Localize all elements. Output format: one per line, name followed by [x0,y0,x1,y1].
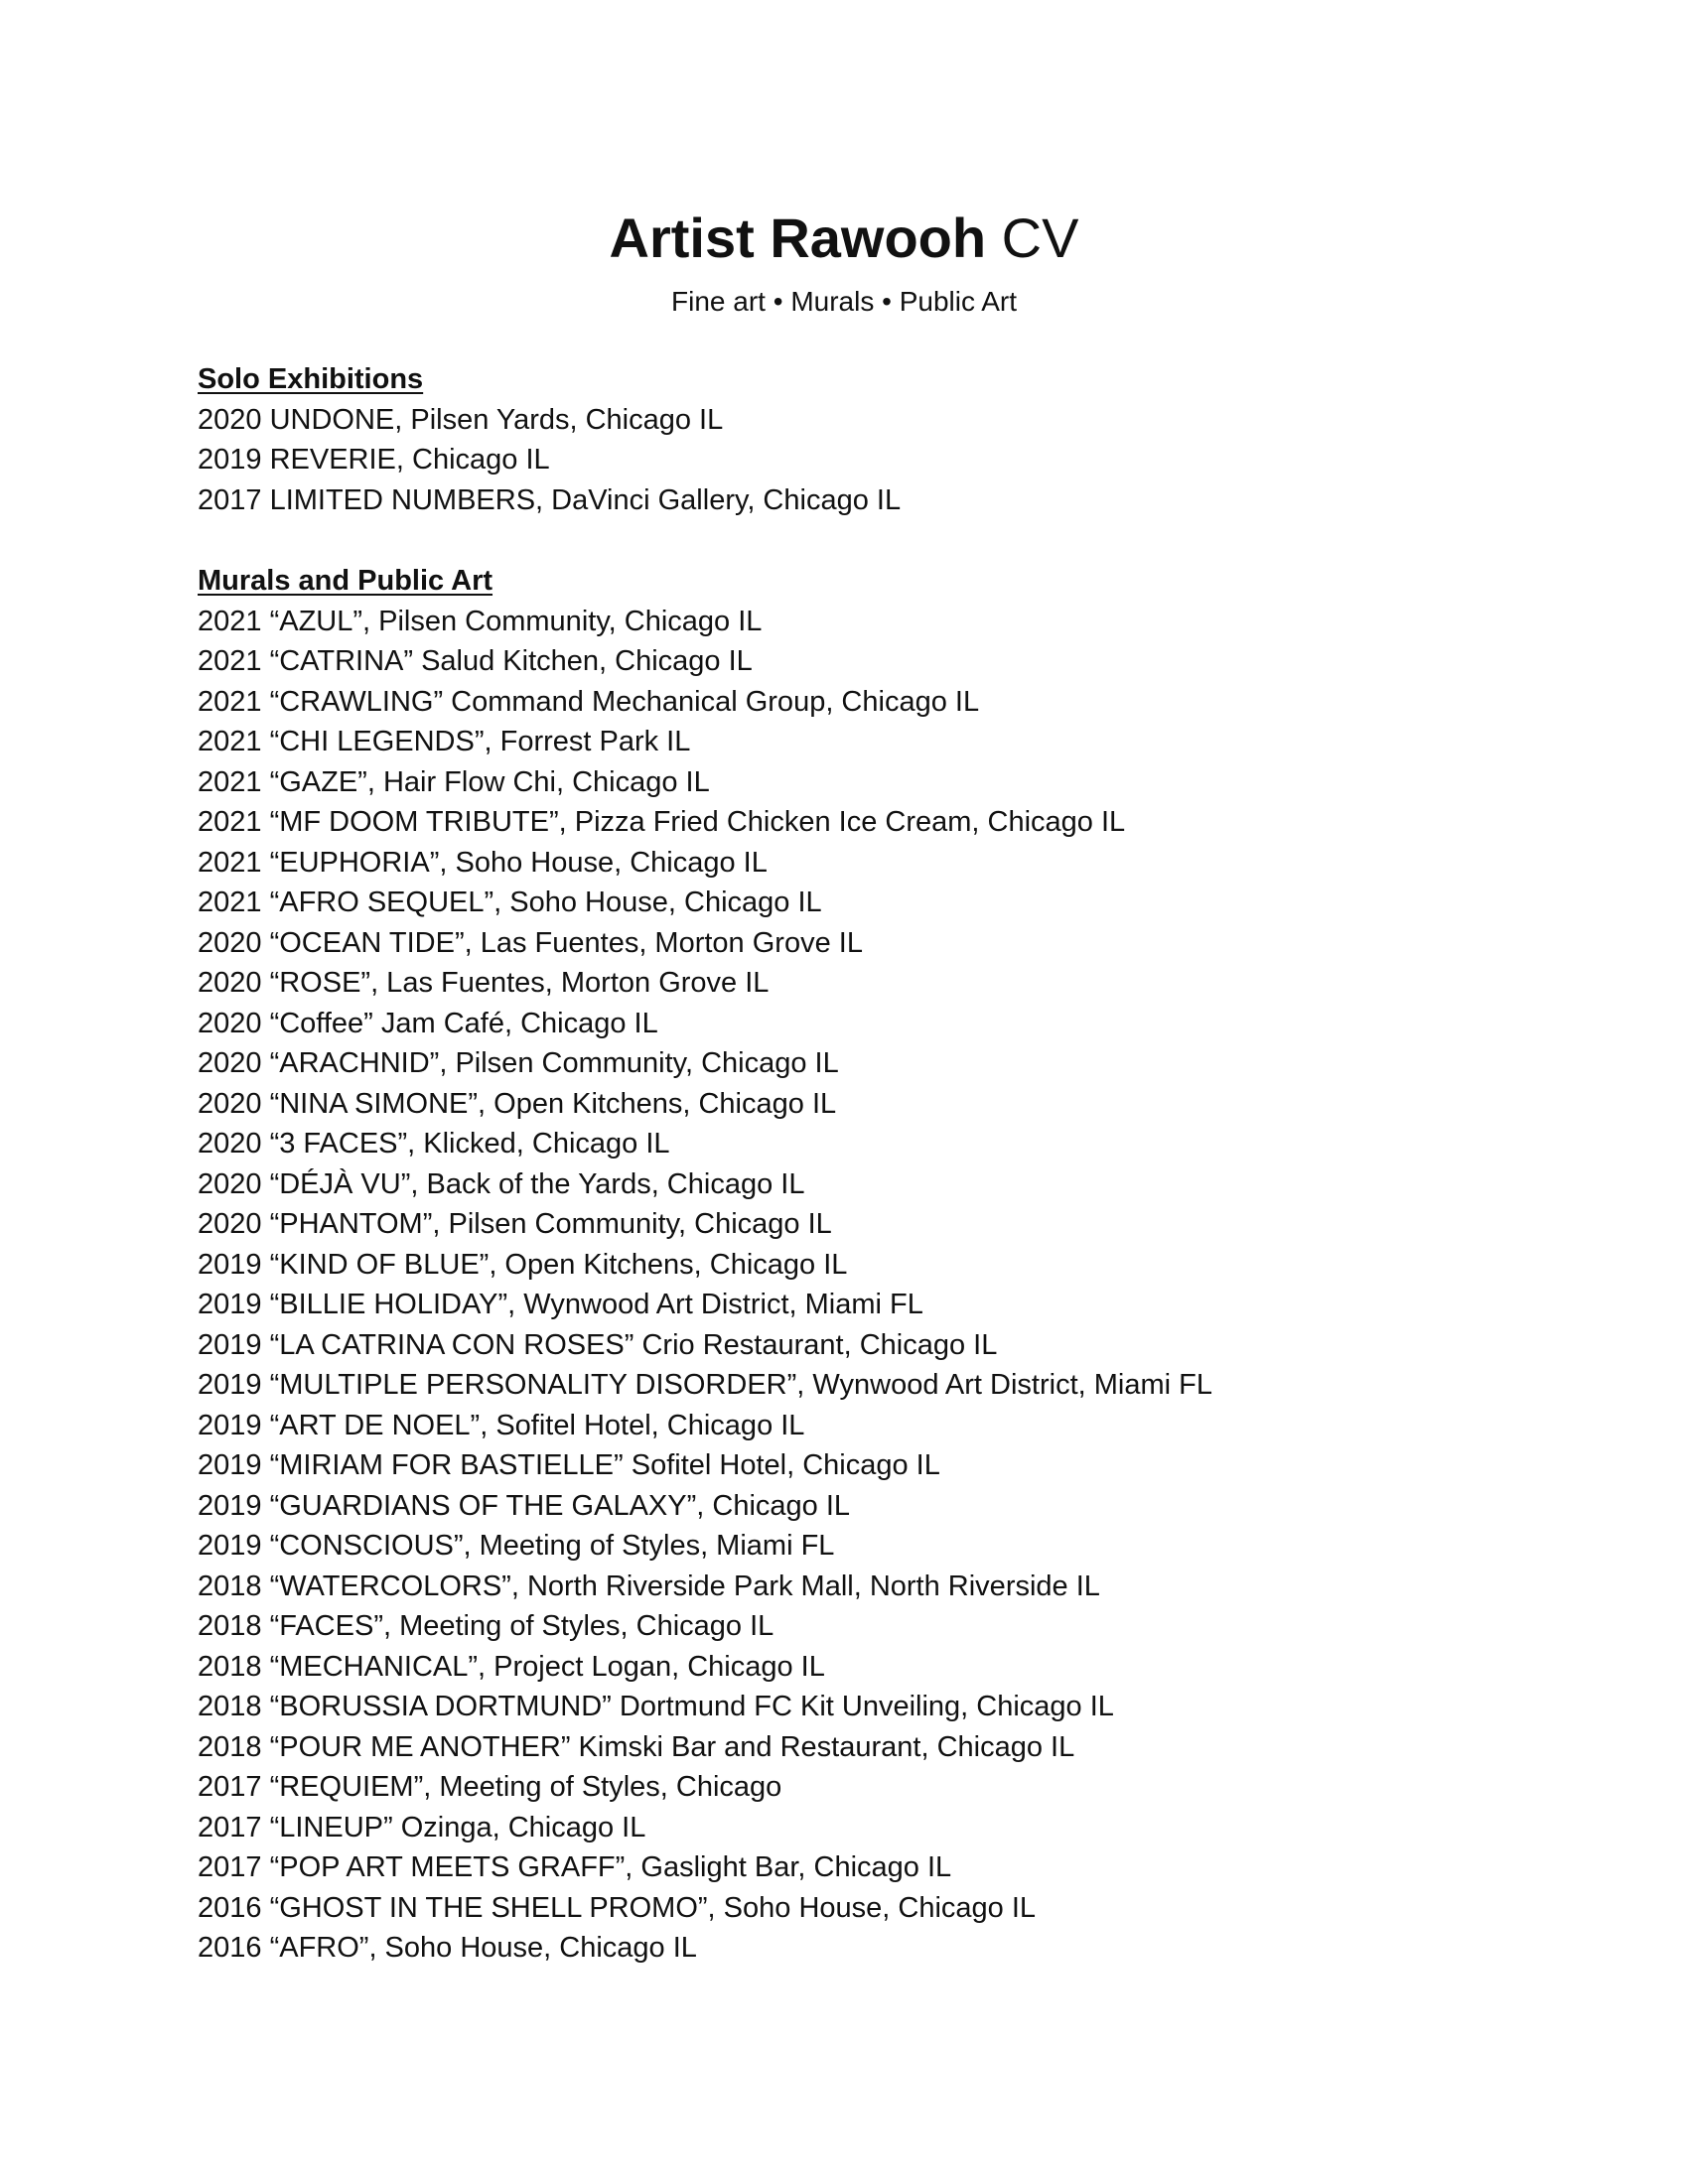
list-item: 2019 “KIND OF BLUE”, Open Kitchens, Chicago IL [198,1248,848,1281]
list-item: 2021 “GAZE”, Hair Flow Chi, Chicago IL [198,765,710,798]
list-item: 2017 LIMITED NUMBERS, DaVinci Gallery, Chicago IL [198,483,902,516]
murals-list [198,602,1212,1969]
list-item: 2018 “WATERCOLORS”, North Riverside Park Mall, North Riverside IL [198,1570,1100,1602]
list-item: 2018 “FACES”, Meeting of Styles, Chicago IL [198,1610,774,1642]
title-name: Artist Rawooh [609,206,987,269]
list-item: 2020 “3 FACES”, Klicked, Chicago IL [198,1128,670,1160]
list-item: 2017 “LINEUP” Ozinga, Chicago IL [198,1811,646,1843]
list-item: 2019 REVERIE, Chicago IL [198,444,550,476]
list-item: 2019 “LA CATRINA CON ROSES” Crio Restaurant, Chicago IL [198,1328,998,1361]
murals-heading: Murals and Public Art [198,565,493,597]
list-item: 2021 “AZUL”, Pilsen Community, Chicago IL [198,605,763,637]
list-item: 2018 “POUR ME ANOTHER” Kimski Bar and Restaurant, Chicago IL [198,1730,1075,1763]
title-suffix: CV [1001,206,1079,269]
page-subtitle: Fine art • Murals • Public Art [671,286,1017,317]
list-item: 2020 UNDONE, Pilsen Yards, Chicago IL [198,403,724,436]
list-item: 2019 “ART DE NOEL”, Sofitel Hotel, Chicago IL [198,1409,805,1441]
list-item: 2016 “AFRO”, Soho House, Chicago IL [198,1932,697,1964]
list-item: 2018 “BORUSSIA DORTMUND” Dortmund FC Kit Unveiling, Chicago IL [198,1691,1114,1722]
list-item: 2021 “AFRO SEQUEL”, Soho House, Chicago IL [198,887,822,918]
list-item: 2019 “MIRIAM FOR BASTIELLE” Sofitel Hotel, Chicago IL [198,1449,940,1481]
list-item: 2017 “REQUIEM”, Meeting of Styles, Chicago [198,1771,782,1803]
list-item: 2019 “GUARDIANS OF THE GALAXY”, Chicago IL [198,1489,851,1522]
list-item: 2019 “MULTIPLE PERSONALITY DISORDER”, Wynwood Art District, Miami FL [198,1369,1212,1401]
solo-exhibitions-list [198,400,901,521]
list-item: 2021 “CRAWLING” Command Mechanical Group, Chicago IL [198,685,980,718]
cv-header [0,199,1688,322]
list-item: 2021 “CHI LEGENDS”, Forrest Park IL [198,726,691,757]
list-item: 2021 “MF DOOM TRIBUTE”, Pizza Fried Chicken Ice Cream, Chicago IL [198,806,1126,838]
list-item: 2019 “CONSCIOUS”, Meeting of Styles, Miami FL [198,1530,835,1562]
page-title [0,199,1688,278]
list-item: 2021 “EUPHORIA”, Soho House, Chicago IL [198,846,768,879]
list-item: 2021 “CATRINA” Salud Kitchen, Chicago IL [198,645,753,677]
list-item: 2019 “BILLIE HOLIDAY”, Wynwood Art District, Miami FL [198,1289,923,1320]
list-item: 2018 “MECHANICAL”, Project Logan, Chicago IL [198,1650,825,1683]
list-item: 2020 “OCEAN TIDE”, Las Fuentes, Morton Grove IL [198,926,863,959]
list-item: 2020 “ROSE”, Las Fuentes, Morton Grove IL [198,967,770,999]
list-item: 2020 “DÉJÀ VU”, Back of the Yards, Chicago IL [198,1167,805,1200]
list-item: 2020 “PHANTOM”, Pilsen Community, Chicago IL [198,1208,832,1240]
list-item: 2020 “NINA SIMONE”, Open Kitchens, Chicago IL [198,1087,837,1120]
list-item: 2020 “Coffee” Jam Café, Chicago IL [198,1007,658,1039]
murals-section [198,561,1212,1969]
solo-exhibitions-section [198,359,901,520]
list-item: 2017 “POP ART MEETS GRAFF”, Gaslight Bar, Chicago IL [198,1851,952,1883]
list-item: 2016 “GHOST IN THE SHELL PROMO”, Soho House, Chicago IL [198,1891,1037,1924]
solo-exhibitions-heading: Solo Exhibitions [198,363,424,395]
list-item: 2020 “ARACHNID”, Pilsen Community, Chicago IL [198,1047,839,1079]
